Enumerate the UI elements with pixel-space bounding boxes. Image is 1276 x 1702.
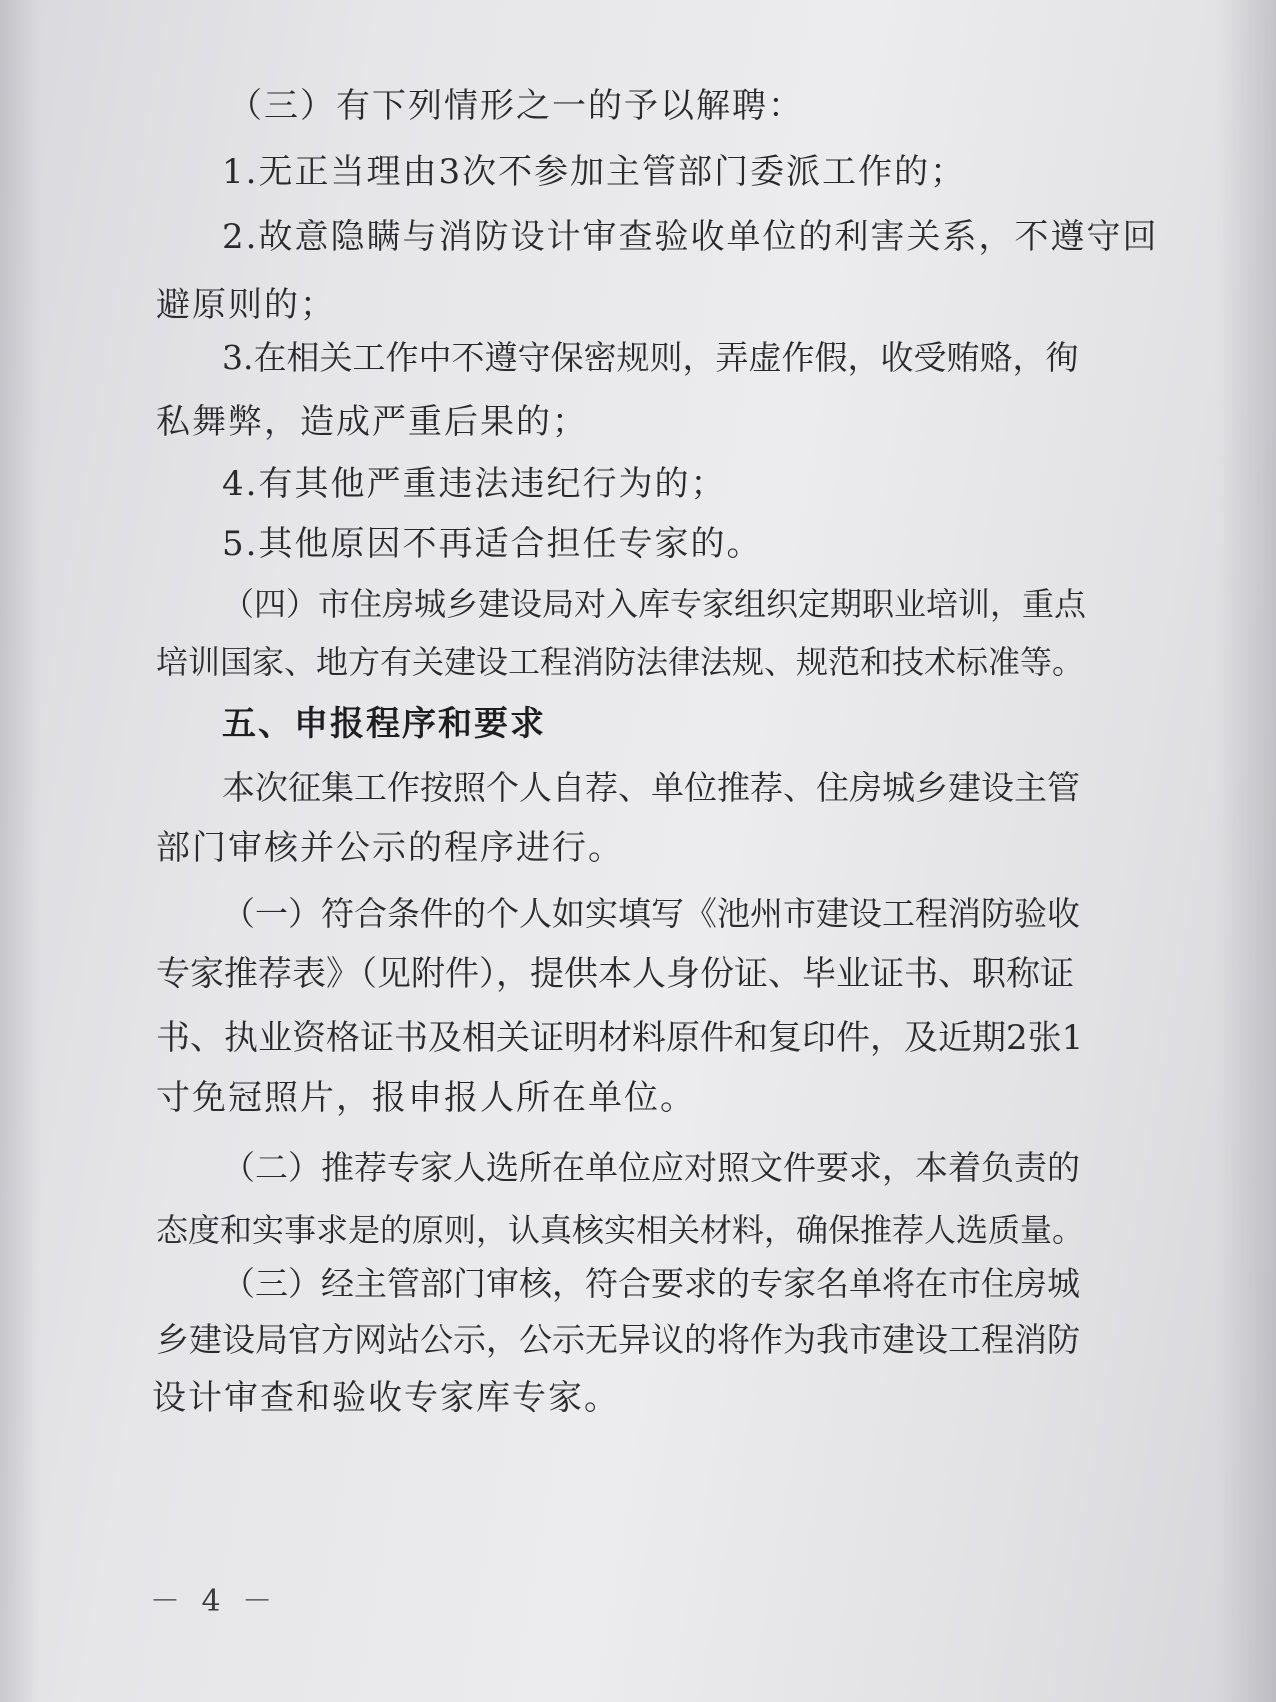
clause-3-item-4: 4.有其他严重违法违纪行为的； — [222, 464, 727, 504]
clause-4-cont: 培训国家、地方有关建设工程消防法律法规、规范和技术标准等。 — [156, 643, 1085, 681]
clause-4: （四）市住房城乡建设局对入库专家组织定期职业培训，重点 — [222, 585, 1087, 623]
clause-3-item-1: 1.无正当理由3次不参加主管部门委派工作的； — [222, 152, 967, 192]
clause-3-item-5: 5.其他原因不再适合担任专家的。 — [222, 524, 763, 564]
section-5-item-1-cont-3: 寸免冠照片，报申报人所在单位。 — [156, 1078, 696, 1118]
section-5-heading: 五、申报程序和要求 — [222, 704, 546, 744]
clause-3-item-2-cont: 避原则的； — [156, 285, 336, 325]
section-5-item-2-cont: 态度和实事求是的原则，认真核实相关材料，确保推荐人选质量。 — [156, 1211, 1085, 1249]
section-5-intro-cont: 部门审核并公示的程序进行。 — [156, 828, 624, 868]
page-shadow-right — [1216, 0, 1276, 1702]
section-5-item-3-cont-1: 乡建设局官方网站公示，公示无异议的将作为我市建设工程消防 — [156, 1320, 1080, 1359]
section-5-item-1: （一）符合条件的个人如实填写《池州市建设工程消防验收 — [222, 894, 1080, 933]
clause-3-heading: （三）有下列情形之一的予以解聘： — [228, 86, 804, 126]
clause-3-item-2 — [222, 215, 1159, 259]
section-5-item-3: （三）经主管部门审核，符合要求的专家名单将在市住房城 — [222, 1264, 1080, 1303]
section-5-intro: 本次征集工作按照个人自荐、单位推荐、住房城乡建设主管 — [222, 768, 1080, 807]
page-shadow-left — [0, 0, 40, 1702]
page-number: － 4 － — [150, 1584, 279, 1619]
section-5-item-1-cont-1: 专家推荐表》（见附件），提供本人身份证、毕业证书、职称证 — [156, 954, 1074, 994]
clause-3-item-3-cont: 私舞弊，造成严重后果的； — [156, 402, 588, 442]
clause-3-item-3: 3.在相关工作中不遵守保密规则，弄虚作假，收受贿赂，徇 — [222, 338, 1079, 377]
section-5-item-3-cont-2: 设计审查和验收专家库专家。 — [152, 1378, 620, 1418]
section-5-item-2: （二）推荐专家人选所在单位应对照文件要求，本着负责的 — [222, 1148, 1080, 1187]
clause-3-item-2-text: 2.故意隐瞒与消防设计审查验收单位的利害关系，不遵守回 — [222, 217, 1159, 257]
section-5-item-1-cont-2: 书、执业资格证书及相关证明材料原件和复印件，及近期2张1 — [156, 1018, 1084, 1058]
